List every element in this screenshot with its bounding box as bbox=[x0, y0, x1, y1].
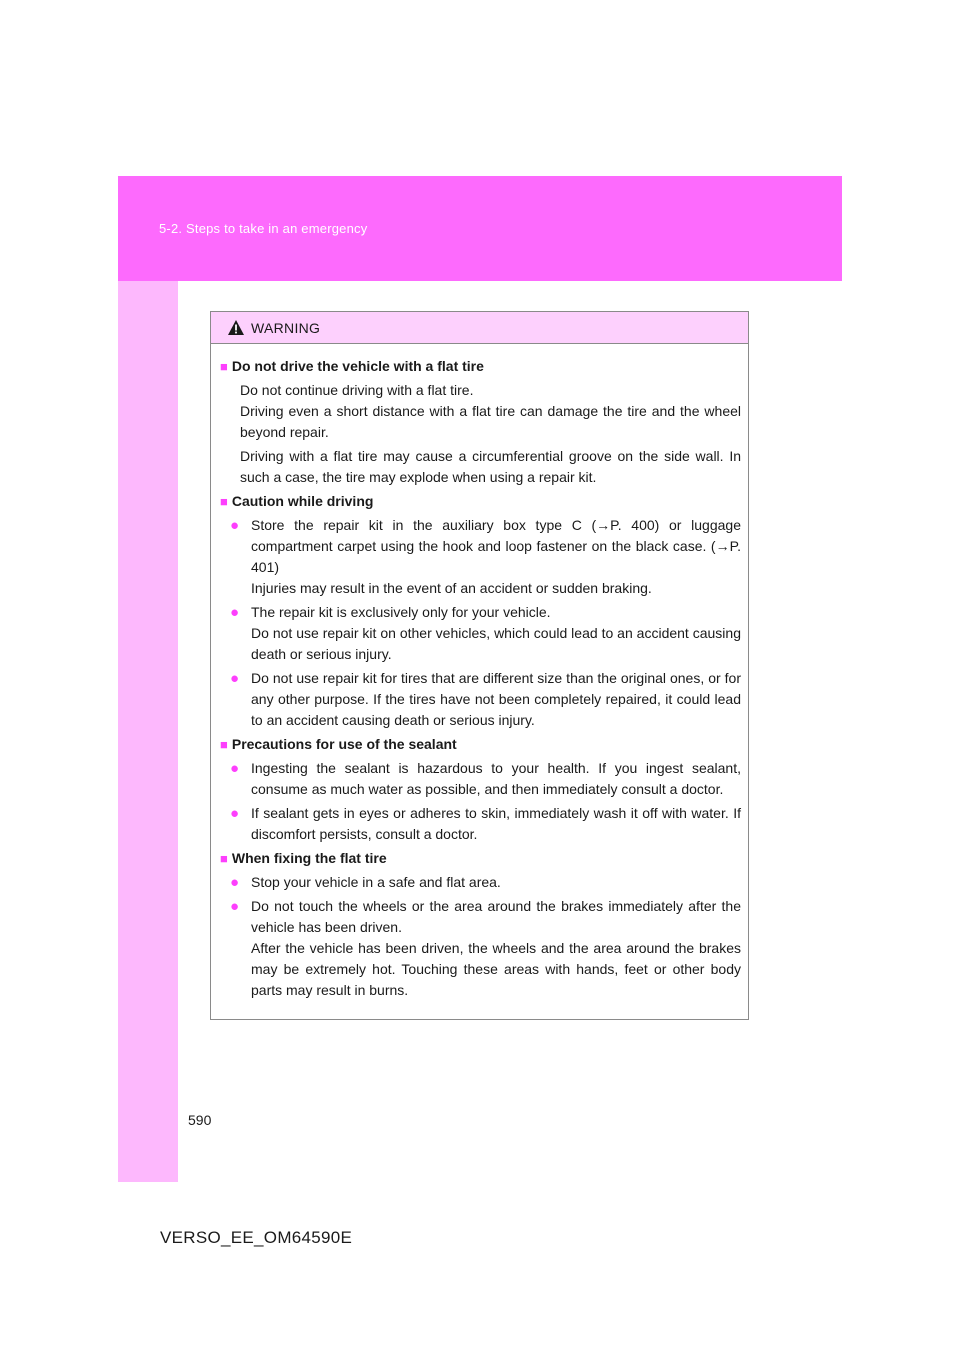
circle-bullet-icon: ● bbox=[230, 670, 240, 687]
list-item: ● Store the repair kit in the auxiliary box type C (→P. 400) or luggage compartment carpet using the hook and loop fastener on the black case. (→P. 401) Injuries may result in the event of an accident or sudden braking. bbox=[220, 515, 741, 599]
square-bullet-icon: ■ bbox=[220, 851, 228, 866]
circle-bullet-icon: ● bbox=[230, 517, 240, 534]
warning-title: WARNING bbox=[251, 319, 321, 336]
left-margin-strip bbox=[118, 176, 178, 1182]
page-number: 590 bbox=[188, 1112, 212, 1128]
circle-bullet-icon: ● bbox=[230, 874, 240, 891]
document-code: VERSO_EE_OM64590E bbox=[160, 1228, 353, 1247]
warning-box bbox=[210, 311, 749, 1020]
warning-header bbox=[211, 312, 748, 344]
section-heading: ■ When fixing the flat tire bbox=[220, 848, 741, 869]
list-item: ● Do not use repair kit for tires that are different size than the original ones, or for any other purpose. If the tires have not been completely repaired, it could lead to an accident causing death or serious injury. bbox=[220, 668, 741, 731]
circle-bullet-icon: ● bbox=[230, 898, 240, 915]
list-item: ● The repair kit is exclusively only for your vehicle. Do not use repair kit on other vehicles, which could lead to an accident causing death or serious injury. bbox=[220, 602, 741, 665]
section-heading: ■ Caution while driving bbox=[220, 491, 741, 512]
list-item: ● Ingesting the sealant is hazardous to your health. If you ingest sealant, consume as much water as possible, and then immediately consult a doctor. bbox=[220, 758, 741, 800]
square-bullet-icon: ■ bbox=[220, 737, 228, 752]
list-item: ● Do not touch the wheels or the area around the brakes immediately after the vehicle has been driven. After the vehicle has been driven, the wheels and the area around the brakes may be extremely hot. Touching these areas with hands, feet or other body parts may result in burns. bbox=[220, 896, 741, 1001]
section-heading: ■ Do not drive the vehicle with a flat tire bbox=[220, 356, 741, 377]
warning-body bbox=[211, 344, 748, 1001]
square-bullet-icon: ■ bbox=[220, 494, 228, 509]
warning-triangle-icon bbox=[227, 319, 245, 336]
circle-bullet-icon: ● bbox=[230, 760, 240, 777]
paragraph: Do not continue driving with a flat tire. Driving even a short distance with a flat tire can damage the tire and the wheel beyond repair. bbox=[240, 382, 741, 440]
list-item: ● If sealant gets in eyes or adheres to skin, immediately wash it off with water. If discomfort persists, consult a doctor. bbox=[220, 803, 741, 845]
section-label: 5-2. Steps to take in an emergency bbox=[159, 221, 368, 236]
paragraph: Driving with a flat tire may cause a circumferential groove on the side wall. In such a case, the tire may explode when using a repair kit. bbox=[240, 448, 741, 485]
square-bullet-icon: ■ bbox=[220, 359, 228, 374]
section-heading: ■ Precautions for use of the sealant bbox=[220, 734, 741, 755]
list-item: ● Stop your vehicle in a safe and flat area. bbox=[230, 874, 501, 891]
circle-bullet-icon: ● bbox=[230, 604, 240, 621]
circle-bullet-icon: ● bbox=[230, 805, 240, 822]
